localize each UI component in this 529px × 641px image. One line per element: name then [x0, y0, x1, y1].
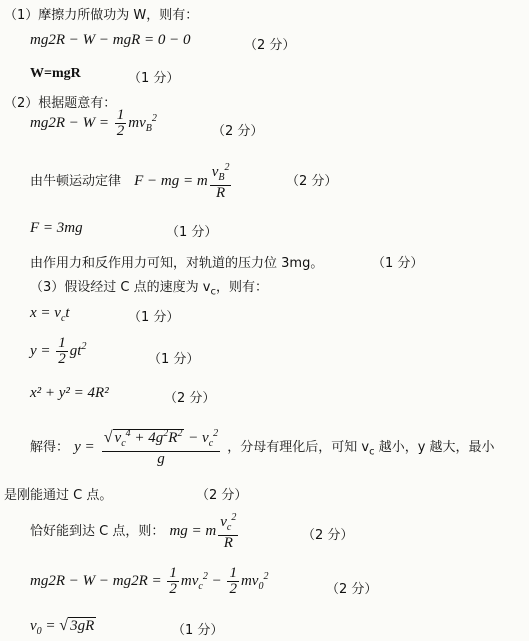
part3-score5: （2 分）	[302, 528, 354, 543]
part3-score4: （2 分）	[196, 488, 248, 503]
sqrt-sign-2: √	[59, 617, 69, 634]
part3-score1: （1 分）	[128, 310, 180, 325]
half-fraction-2: $\frac{1}{2}$	[58, 335, 66, 367]
part3-eq3: x² + y² = 4R²	[30, 385, 109, 401]
part1-intro: （1）摩擦力所做功为 W，则有：	[4, 8, 199, 23]
part1-score1: （2 分）	[244, 38, 296, 53]
part2-score3: （1 分）	[166, 225, 218, 240]
part2-eq2: 由牛顿运动定律 F − mg = m $\frac{v_B^2}{R}$	[30, 162, 230, 201]
part1-eq2: W=mgR	[30, 66, 81, 81]
part3-eq5: mg2R − W − mg2R = $\frac{1}{2}$ $mv_c^2$ − $\frac{1}{2}$ $mv_0^2$	[30, 565, 269, 597]
vc-over-r-fraction: $\frac{v_c^2}{R}$	[220, 512, 237, 551]
solution-fraction: $\frac{√ v_c^4 + 4g^2R^2 - v_c^2}{g}$	[103, 428, 219, 467]
part3-solve: 解得： y = $\frac{√ v_c^4 + 4g^2R^2 - v_c^2}{g}$ ，分母有理化后，可知 $v_c$ 越小，y 越大，最小	[30, 428, 495, 467]
sqrt-sign: √	[103, 429, 113, 446]
part1-eq1: mg2R − W − mgR = 0 − 0	[30, 32, 191, 48]
part2-eq3: F = 3mg	[30, 220, 83, 236]
part3-intro: （3）假设经过 C 点的速度为 $v_c$，则有：	[30, 280, 268, 298]
part2-score4: （1 分）	[372, 256, 424, 271]
part1-score2: （1 分）	[128, 71, 180, 86]
part2-intro: （2）根据题意有：	[4, 96, 117, 111]
part3-eq2: y = $\frac{1}{2}$ $gt^2$	[30, 335, 87, 367]
part3-eq1: $x = v_ct$	[30, 305, 70, 324]
vb-over-r-fraction: $\frac{v_B^2}{R}$	[211, 162, 230, 201]
half-fraction-4: $\frac{1}{2}$	[229, 565, 237, 597]
part2-score2: （2 分）	[286, 174, 338, 189]
half-fraction: $\frac{1}{2}$	[116, 107, 125, 139]
part3-reach: 恰好能到达 C 点，则： mg = m $\frac{v_c^2}{R}$	[30, 512, 237, 551]
part3-score3: （2 分）	[164, 391, 216, 406]
part2-eq1: mg2R − W = $\frac{1}{2}$ $mv_B^2$	[30, 107, 157, 139]
part3-score7: （1 分）	[172, 623, 224, 638]
part3-eq6: $v_0$ = √ 3gR	[30, 617, 95, 637]
part2-score1: （2 分）	[212, 124, 264, 139]
part3-score2: （1 分）	[148, 352, 200, 367]
part3-score6: （2 分）	[326, 582, 378, 597]
part3-solve-line2: 是刚能通过 C 点。	[4, 488, 113, 503]
part2-conclusion: 由作用力和反作用力可知，对轨道的压力位 3mg。	[30, 256, 324, 271]
half-fraction-3: $\frac{1}{2}$	[169, 565, 177, 597]
